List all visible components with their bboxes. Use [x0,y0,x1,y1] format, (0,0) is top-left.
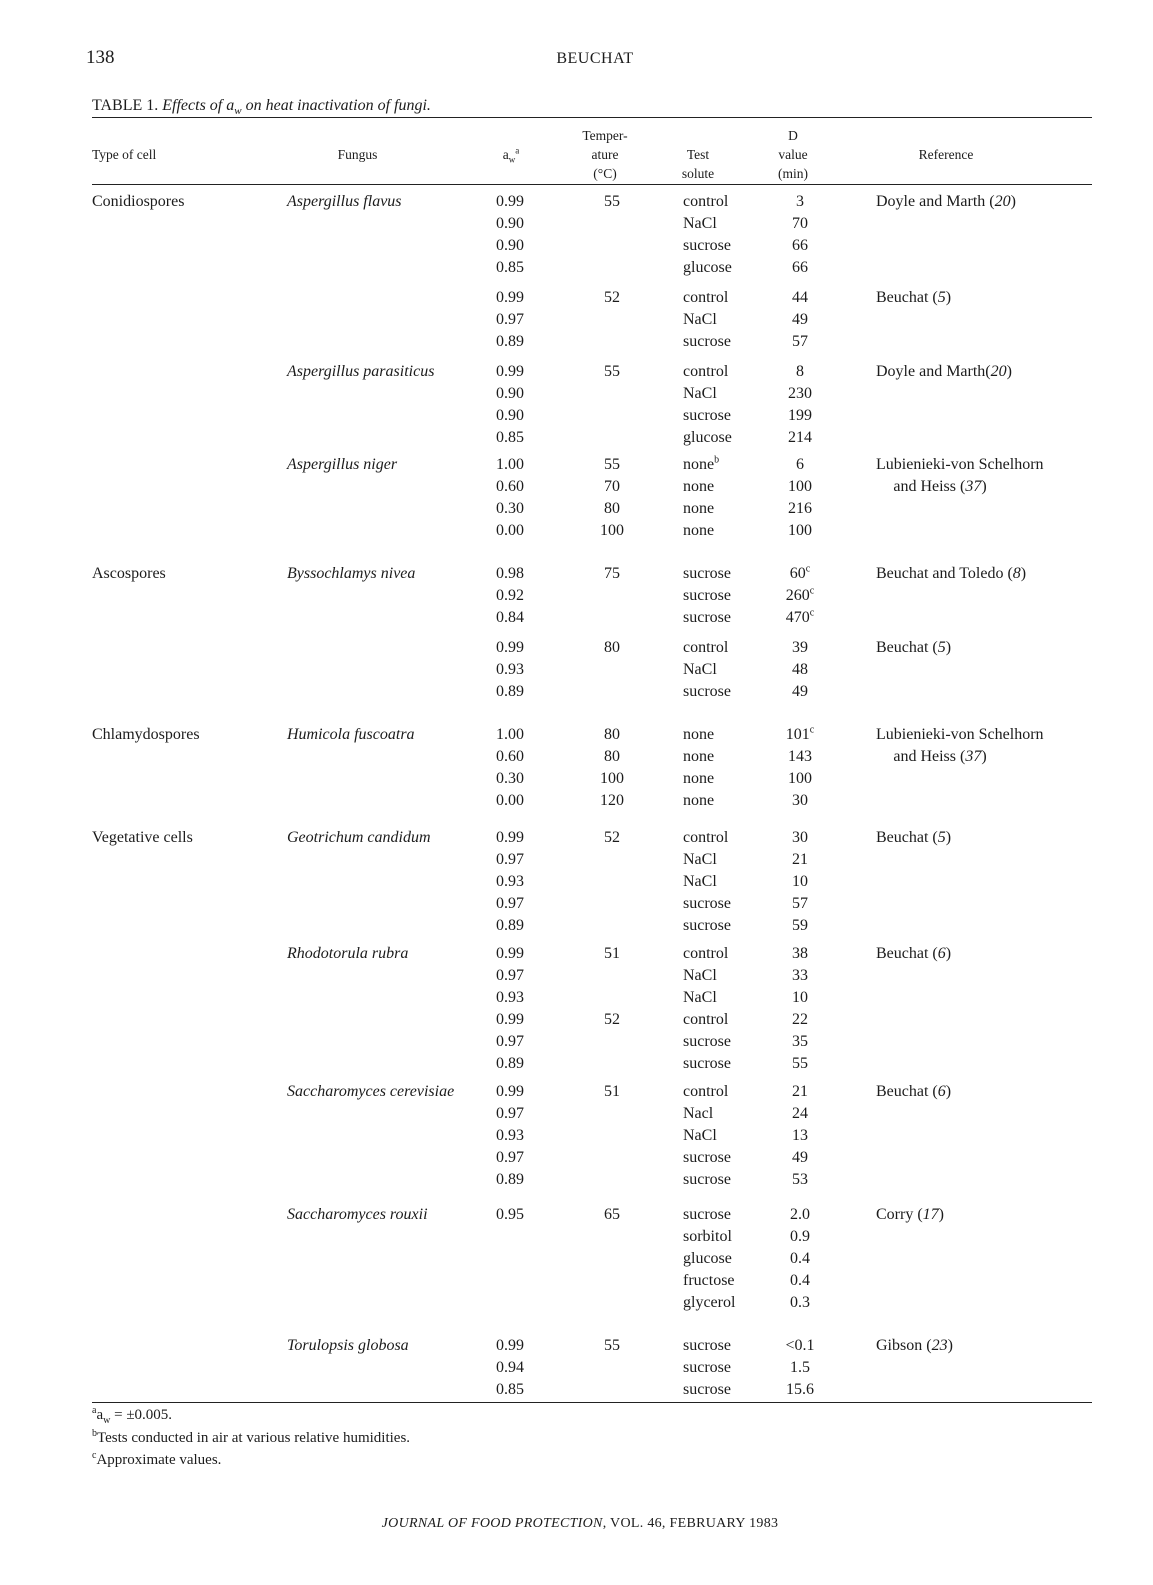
table-row [0,522,1153,544]
cell-temperature: 52 [604,829,620,846]
cell-fungus: Byssochlamys nivea [287,565,416,582]
cell-aw: 0.85 [496,429,524,446]
cell-test-solute: sucrose [683,1055,731,1072]
cell-d-value: 1.5 [790,1359,810,1376]
table-row [0,1294,1153,1316]
cell-test-solute: NaCl [683,311,717,328]
cell-test-solute: sucrose [683,609,731,626]
cell-d-value: 44 [792,289,808,306]
cell-test-solute: control [683,193,729,210]
cell-d-value: 260$^c$ [785,585,815,604]
table-row [0,1105,1153,1127]
cell-test-solute: fructose [683,1272,735,1289]
cell-test-solute: control [683,945,729,962]
cell-d-value: 30 [792,792,808,809]
cell-fungus: Humicola fuscoatra [287,726,415,743]
cell-temperature: 55 [604,193,620,210]
cell-temperature: 80 [604,639,620,656]
cell-type-of-cell: Vegetative cells [92,829,193,846]
table-row [0,500,1153,522]
cell-aw: 0.99 [496,289,524,306]
table-row [0,289,1153,311]
cell-aw: 0.99 [496,829,524,846]
cell-d-value: 38 [792,945,808,962]
header-test-solute: Test solute [681,147,715,181]
cell-d-value: 39 [792,639,808,656]
cell-aw: 0.97 [496,311,524,328]
cell-aw: 0.90 [496,407,524,424]
table-row [0,1250,1153,1272]
cell-aw: 0.94 [496,1359,524,1376]
cell-d-value: 53 [792,1171,808,1188]
cell-aw: 0.89 [496,683,524,700]
cell-test-solute: NaCl [683,1127,717,1144]
cell-fungus: Geotrichum candidum [287,829,431,846]
cell-d-value: 55 [792,1055,808,1072]
cell-test-solute: sucrose [683,237,731,254]
cell-d-value: 48 [792,661,808,678]
table-row [0,917,1153,939]
table-row [0,478,1153,500]
cell-d-value: 21 [792,1083,808,1100]
cell-d-value: 22 [792,1011,808,1028]
caption-title: Effects of $a_w$ on heat inactivation of fungi. [162,97,431,118]
cell-test-solute: none [683,792,715,809]
cell-test-solute: none [683,478,715,495]
cell-aw: 0.90 [496,237,524,254]
cell-aw: 0.90 [496,215,524,232]
cell-test-solute: sucrose [683,1381,731,1398]
cell-aw: 0.99 [496,1011,524,1028]
cell-d-value: 216 [788,500,812,517]
cell-aw: 0.97 [496,1033,524,1050]
cell-aw: 0.95 [496,1206,524,1223]
cell-reference: Beuchat (5) [876,639,952,656]
cell-d-value: 35 [792,1033,808,1050]
cell-temperature: 100 [600,770,624,787]
cell-d-value: 10 [792,873,808,890]
table-row [0,1359,1153,1381]
cell-aw: 0.97 [496,895,524,912]
cell-test-solute: sucrose [683,587,731,604]
cell-aw: 0.89 [496,917,524,934]
cell-d-value: 24 [792,1105,808,1122]
header-temperature: Temper- ature (°C) [582,128,628,181]
cell-aw: 0.99 [496,363,524,380]
table-row [0,1337,1153,1359]
table-row [0,215,1153,237]
cell-temperature: 80 [604,748,620,765]
cell-aw: 0.00 [496,792,524,809]
cell-d-value: 21 [792,851,808,868]
cell-d-value: 100 [788,522,812,539]
cell-d-value: 0.3 [790,1294,810,1311]
cell-test-solute: sucrose [683,1359,731,1376]
cell-d-value: 101$^c$ [785,724,815,743]
table-row [0,311,1153,333]
cell-fungus: Aspergillus niger [287,456,398,473]
cell-fungus: Torulopsis globosa [287,1337,409,1354]
cell-d-value: 230 [788,385,812,402]
header-aw: $a_w^a$ [502,145,520,165]
table-row [0,851,1153,873]
table-row [0,1228,1153,1250]
cell-reference: Beuchat (5) [876,829,952,846]
cell-d-value: 470$^c$ [785,607,815,626]
cell-d-value: 2.0 [790,1206,810,1223]
cell-d-value: 143 [788,748,812,765]
cell-d-value: 3 [796,193,804,210]
cell-d-value: 6 [796,456,804,473]
table-row [0,1055,1153,1077]
cell-test-solute: glycerol [683,1294,736,1311]
cell-aw: 1.00 [496,726,524,743]
cell-test-solute: sucrose [683,1033,731,1050]
cell-test-solute: sucrose [683,565,731,582]
cell-aw: 0.92 [496,587,524,604]
cell-temperature: 80 [604,500,620,517]
cell-d-value: 59 [792,917,808,934]
cell-test-solute: NaCl [683,873,717,890]
cell-aw: 0.99 [496,639,524,656]
cell-aw: 0.98 [496,565,524,582]
table-row [0,661,1153,683]
cell-d-value: 0.9 [790,1228,810,1245]
cell-test-solute: glucose [683,259,732,276]
cell-d-value: 0.4 [790,1250,810,1267]
cell-aw: 0.93 [496,873,524,890]
cell-d-value: 30 [792,829,808,846]
footnote-b: $^b$Tests conducted in air at various relative humidities. [92,1428,411,1446]
cell-test-solute: control [683,1083,729,1100]
cell-temperature: 75 [604,565,620,582]
cell-test-solute: none [683,522,715,539]
cell-fungus: Aspergillus flavus [287,193,402,210]
cell-temperature: 65 [604,1206,620,1223]
cell-aw: 0.99 [496,193,524,210]
cell-reference: Doyle and Marth(20) [876,363,1012,380]
cell-d-value: 214 [788,429,812,446]
cell-aw: 0.89 [496,1055,524,1072]
cell-test-solute: sorbitol [683,1228,732,1245]
cell-d-value: 100 [788,478,812,495]
cell-aw: 0.93 [496,1127,524,1144]
table-row [0,967,1153,989]
cell-aw: 0.85 [496,259,524,276]
cell-aw: 0.90 [496,385,524,402]
table-row [0,945,1153,967]
header-reference: Reference [918,147,974,162]
table-row [0,748,1153,770]
table-row [0,237,1153,259]
table-row [0,1272,1153,1294]
cell-temperature: 70 [604,478,620,495]
cell-test-solute: glucose [683,429,732,446]
cell-d-value: 8 [796,363,804,380]
table-row [0,1381,1153,1403]
table-row [0,363,1153,385]
cell-reference: Lubienieki-von Schelhorn [876,456,1044,473]
cell-reference: Beuchat (6) [876,945,952,962]
cell-temperature: 51 [604,1083,620,1100]
cell-test-solute: NaCl [683,385,717,402]
cell-aw: 0.99 [496,945,524,962]
table-row [0,1149,1153,1171]
cell-aw: 0.60 [496,478,524,495]
table-row [0,1083,1153,1105]
page-number: 138 [86,47,115,68]
table-row [0,609,1153,631]
table-row [0,587,1153,609]
cell-aw: 1.00 [496,456,524,473]
cell-aw: 0.93 [496,989,524,1006]
header-fungus: Fungus [337,147,378,162]
cell-d-value: 33 [792,967,808,984]
cell-d-value: 66 [792,237,808,254]
cell-test-solute: control [683,363,729,380]
cell-d-value: 57 [792,333,808,350]
footnote-c: $^c$Approximate values. [92,1450,222,1468]
cell-test-solute: none [683,500,715,517]
cell-temperature: 52 [604,1011,620,1028]
cell-aw: 0.85 [496,1381,524,1398]
cell-aw: 0.30 [496,500,524,517]
cell-aw: 0.89 [496,1171,524,1188]
table-row [0,333,1153,355]
cell-aw: 0.97 [496,1105,524,1122]
cell-reference: Beuchat (6) [876,1083,952,1100]
cell-reference: Gibson (23) [876,1337,953,1354]
table-row [0,429,1153,451]
running-head: BEUCHAT [556,50,634,67]
cell-type-of-cell: Conidiospores [92,193,185,210]
cell-test-solute: sucrose [683,333,731,350]
cell-test-solute: sucrose [683,1337,731,1354]
cell-test-solute: none [683,770,715,787]
cell-reference: Corry (17) [876,1206,944,1223]
table-row [0,1171,1153,1193]
table-row [0,385,1153,407]
cell-test-solute: sucrose [683,1206,731,1223]
cell-aw: 0.00 [496,522,524,539]
table-row [0,683,1153,705]
cell-test-solute: sucrose [683,407,731,424]
table-bottom-rule [92,1402,1092,1403]
table-row [0,895,1153,917]
table-row [0,829,1153,851]
cell-temperature: 100 [600,522,624,539]
cell-fungus: Saccharomyces cerevisiae [287,1083,455,1100]
cell-type-of-cell: Ascospores [92,565,166,582]
cell-aw: 0.99 [496,1337,524,1354]
cell-d-value: 60$^c$ [789,563,811,582]
cell-aw: 0.97 [496,1149,524,1166]
cell-reference: Beuchat and Toledo (8) [876,565,1027,582]
cell-test-solute: sucrose [683,683,731,700]
cell-reference-continued: and Heiss (37) [893,478,987,495]
cell-d-value: 100 [788,770,812,787]
cell-reference: Beuchat (5) [876,289,952,306]
cell-test-solute: NaCl [683,967,717,984]
cell-test-solute: NaCl [683,215,717,232]
cell-aw: 0.97 [496,967,524,984]
table-row [0,193,1153,215]
table-row [0,770,1153,792]
cell-test-solute: sucrose [683,917,731,934]
cell-d-value: 0.4 [790,1272,810,1289]
cell-aw: 0.30 [496,770,524,787]
cell-temperature: 120 [600,792,624,809]
table-row [0,456,1153,478]
table-row [0,259,1153,281]
cell-temperature: 55 [604,1337,620,1354]
table-row [0,1206,1153,1228]
cell-test-solute: NaCl [683,661,717,678]
cell-d-value: 10 [792,989,808,1006]
cell-test-solute: none [683,748,715,765]
footnote-a: $^aa_w = \pm 0.005$. [92,1405,173,1426]
cell-temperature: 55 [604,456,620,473]
cell-temperature: 51 [604,945,620,962]
table-row [0,407,1153,429]
cell-d-value: 57 [792,895,808,912]
cell-d-value: 15.6 [786,1381,814,1398]
caption-prefix: TABLE 1. [92,97,159,114]
cell-aw: 0.93 [496,661,524,678]
table-row [0,989,1153,1011]
table-row [0,726,1153,748]
cell-aw: 0.99 [496,1083,524,1100]
journal-footer: JOURNAL OF FOOD PROTECTION, VOL. 46, FEBRUARY 1983 [381,1516,779,1531]
cell-temperature: 80 [604,726,620,743]
table-row [0,792,1153,814]
cell-test-solute: control [683,829,729,846]
table-row [0,1127,1153,1149]
cell-d-value: 66 [792,259,808,276]
cell-reference: Doyle and Marth (20) [876,193,1016,210]
cell-fungus: Saccharomyces rouxii [287,1206,428,1223]
cell-test-solute: NaCl [683,989,717,1006]
cell-test-solute: control [683,639,729,656]
cell-reference: Lubienieki-von Schelhorn [876,726,1044,743]
cell-test-solute: none [683,726,715,743]
cell-fungus: Rhodotorula rubra [287,945,409,962]
cell-reference-continued: and Heiss (37) [893,748,987,765]
cell-aw: 0.84 [496,609,524,626]
cell-d-value: 49 [792,1149,808,1166]
cell-d-value: 49 [792,683,808,700]
cell-test-solute: sucrose [683,895,731,912]
table-row [0,1033,1153,1055]
cell-aw: 0.60 [496,748,524,765]
cell-test-solute: none$^b$ [683,454,720,473]
cell-d-value: 199 [788,407,812,424]
cell-d-value: 49 [792,311,808,328]
table-row [0,639,1153,661]
cell-type-of-cell: Chlamydospores [92,726,200,743]
cell-test-solute: sucrose [683,1149,731,1166]
cell-test-solute: control [683,1011,729,1028]
cell-aw: 0.97 [496,851,524,868]
cell-temperature: 55 [604,363,620,380]
cell-temperature: 52 [604,289,620,306]
cell-test-solute: control [683,289,729,306]
header-type-of-cell: Type of cell [92,147,157,162]
table-row [0,873,1153,895]
cell-test-solute: glucose [683,1250,732,1267]
cell-d-value: <0.1 [785,1337,815,1354]
cell-fungus: Aspergillus parasiticus [287,363,435,380]
cell-test-solute: NaCl [683,851,717,868]
cell-d-value: 13 [792,1127,808,1144]
cell-d-value: 70 [792,215,808,232]
cell-aw: 0.89 [496,333,524,350]
table-row [0,565,1153,587]
table-row [0,1011,1153,1033]
cell-test-solute: sucrose [683,1171,731,1188]
cell-test-solute: Nacl [683,1105,714,1122]
header-d-value: D value (min) [778,128,808,181]
